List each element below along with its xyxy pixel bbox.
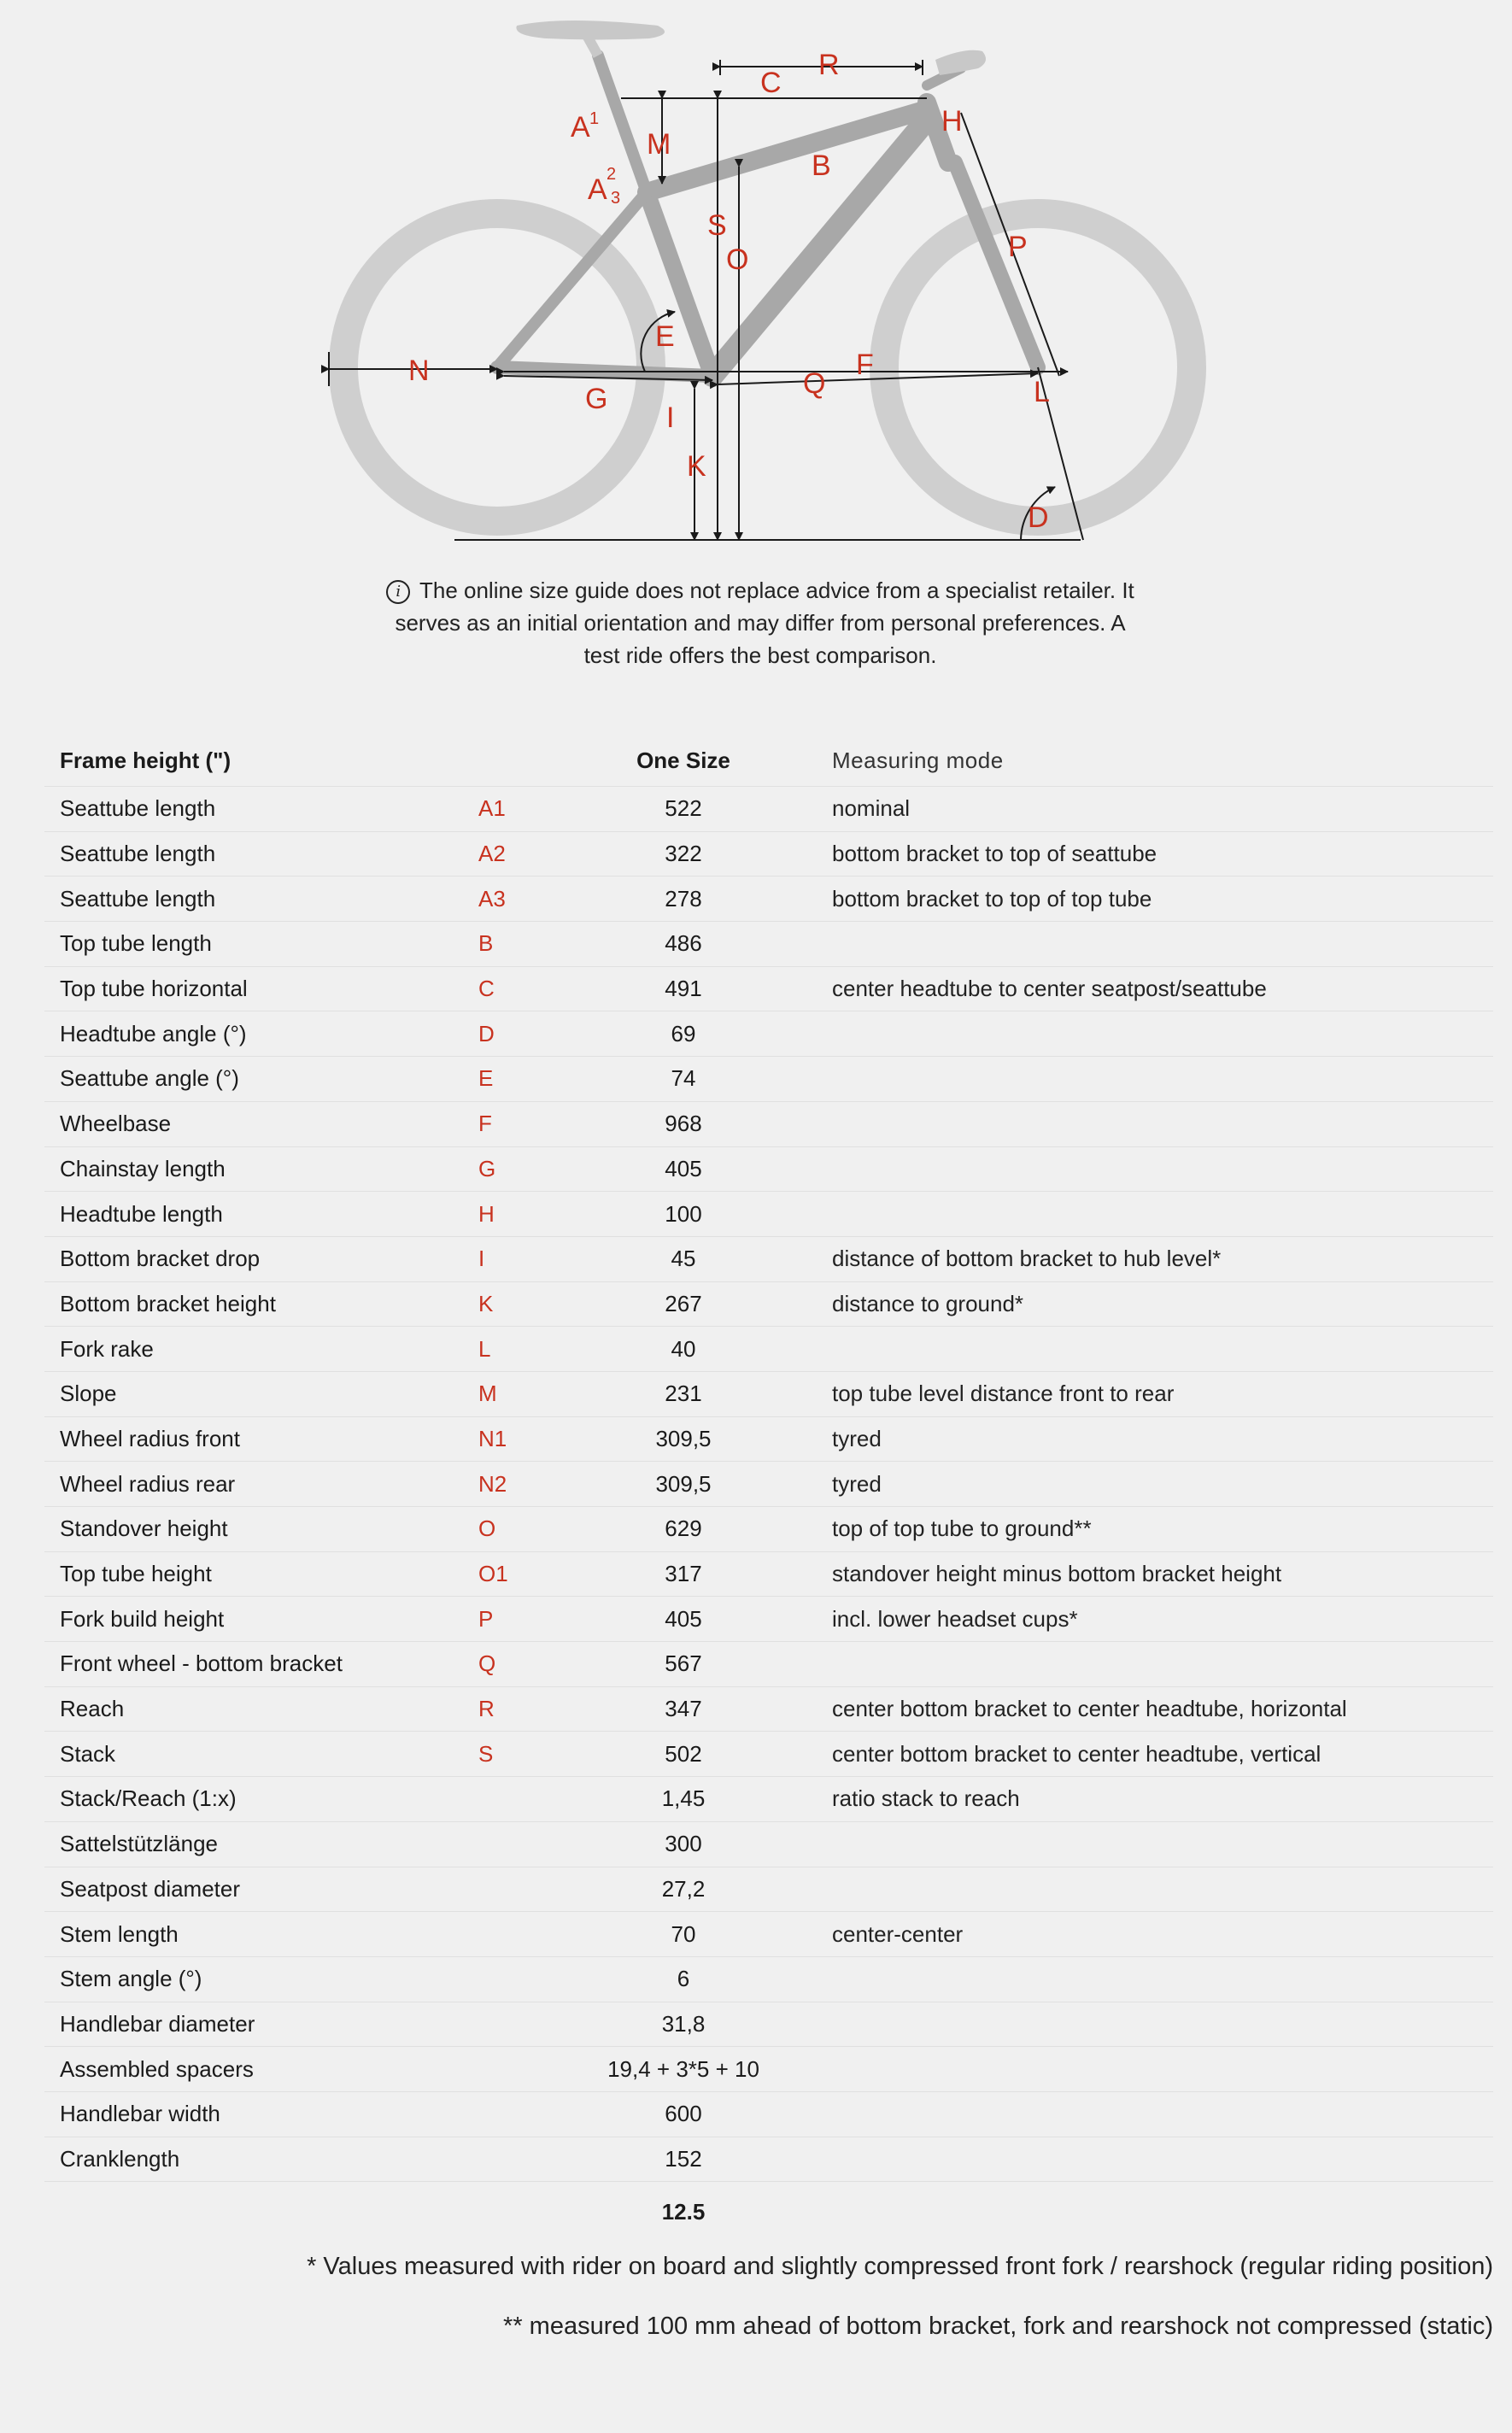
row-code: N2 xyxy=(478,1470,507,1497)
info-icon: i xyxy=(386,580,410,604)
row-mode: incl. lower headset cups* xyxy=(832,1605,1078,1632)
row-code: N1 xyxy=(478,1425,507,1451)
row-code: O xyxy=(478,1515,496,1542)
row-name: Bottom bracket drop xyxy=(60,1246,261,1272)
row-name: Handlebar diameter xyxy=(60,2010,255,2037)
table-row xyxy=(44,1102,1493,1147)
table-row xyxy=(44,2047,1493,2092)
row-value: 405 xyxy=(665,1605,702,1632)
label-a2-sup: 2 xyxy=(607,165,617,184)
label-p: P xyxy=(1008,231,1028,263)
row-value: 231 xyxy=(665,1381,702,1407)
row-value: 522 xyxy=(665,795,702,822)
row-name: Fork build height xyxy=(60,1605,225,1632)
row-name: Top tube height xyxy=(60,1561,212,1587)
label-a3-sub: 3 xyxy=(611,189,621,208)
footnote-double: ** measured 100 mm ahead of bottom bracket, fork and rearshock not compressed (static) xyxy=(503,2313,1493,2340)
label-f: F xyxy=(856,349,874,381)
row-code: L xyxy=(478,1335,491,1362)
row-code: G xyxy=(478,1155,496,1181)
row-name: Seattube length xyxy=(60,885,216,912)
row-name: Sattelstützlänge xyxy=(60,1831,219,1857)
label-a1: A xyxy=(571,111,590,144)
table-row xyxy=(44,2092,1493,2137)
label-a1-sup: 1 xyxy=(589,109,600,128)
table-row xyxy=(44,1327,1493,1372)
table-row xyxy=(44,832,1493,877)
table-header xyxy=(44,735,1493,787)
row-value: 70 xyxy=(671,1920,696,1947)
table-footer xyxy=(44,2182,1493,2242)
row-code: P xyxy=(478,1605,494,1632)
table-row xyxy=(44,2002,1493,2048)
row-value: 6 xyxy=(677,1966,690,1992)
label-c: C xyxy=(760,67,782,99)
row-value: 629 xyxy=(665,1515,702,1542)
row-code: Q xyxy=(478,1650,496,1677)
row-name: Wheel radius front xyxy=(60,1425,240,1451)
row-name: Wheelbase xyxy=(60,1111,172,1137)
row-mode: center bottom bracket to center headtube, horizontal xyxy=(832,1696,1347,1722)
row-mode: nominal xyxy=(832,795,911,822)
row-value: 69 xyxy=(671,1020,696,1046)
row-name: Reach xyxy=(60,1696,125,1722)
label-m: M xyxy=(647,128,671,161)
row-value: 278 xyxy=(665,885,702,912)
row-code: A1 xyxy=(478,795,506,822)
row-code: A3 xyxy=(478,885,506,912)
row-value: 19,4 + 3*5 + 10 xyxy=(607,2055,759,2082)
row-value: 968 xyxy=(665,1111,702,1137)
row-code: O1 xyxy=(478,1561,508,1587)
table-row xyxy=(44,1147,1493,1193)
row-code: S xyxy=(478,1740,494,1767)
table-row xyxy=(44,1687,1493,1732)
row-code: M xyxy=(478,1381,497,1407)
row-mode: distance to ground* xyxy=(832,1290,1024,1316)
row-name: Standover height xyxy=(60,1515,228,1542)
row-name: Seattube length xyxy=(60,841,216,867)
table-row xyxy=(44,1282,1493,1328)
row-value: 300 xyxy=(665,1831,702,1857)
row-value: 1,45 xyxy=(661,1785,706,1812)
size-guide-note xyxy=(376,574,1145,671)
row-name: Stack/Reach (1:x) xyxy=(60,1785,237,1812)
table-row xyxy=(44,1372,1493,1417)
row-code: K xyxy=(478,1290,494,1316)
label-s: S xyxy=(707,209,727,242)
row-value: 152 xyxy=(665,2145,702,2172)
row-value: 74 xyxy=(671,1065,696,1092)
row-code: E xyxy=(478,1065,494,1092)
row-value: 309,5 xyxy=(655,1425,712,1451)
label-k: K xyxy=(687,450,706,483)
table-row xyxy=(44,787,1493,832)
label-e: E xyxy=(655,320,675,353)
table-row xyxy=(44,967,1493,1012)
table-row xyxy=(44,1011,1493,1057)
table-row xyxy=(44,1597,1493,1642)
row-name: Fork rake xyxy=(60,1335,154,1362)
row-value: 100 xyxy=(665,1200,702,1227)
table-row xyxy=(44,1732,1493,1777)
row-mode: standover height minus bottom bracket height xyxy=(832,1561,1282,1587)
row-mode: top of top tube to ground** xyxy=(832,1515,1092,1542)
row-name: Top tube horizontal xyxy=(60,976,248,1002)
row-mode: bottom bracket to top of seattube xyxy=(832,841,1157,867)
row-mode: ratio stack to reach xyxy=(832,1785,1020,1812)
row-value: 309,5 xyxy=(655,1470,712,1497)
footnotes xyxy=(307,2237,1493,2356)
table-row xyxy=(44,2137,1493,2183)
row-name: Front wheel - bottom bracket xyxy=(60,1650,343,1677)
handlebar xyxy=(935,50,986,75)
row-value: 317 xyxy=(665,1561,702,1587)
row-value: 486 xyxy=(665,930,702,957)
row-mode: center-center xyxy=(832,1920,964,1947)
row-code: A2 xyxy=(478,841,506,867)
label-l: L xyxy=(1034,376,1050,408)
row-name: Assembled spacers xyxy=(60,2055,254,2082)
row-code: D xyxy=(478,1020,495,1046)
row-value: 405 xyxy=(665,1155,702,1181)
row-value: 347 xyxy=(665,1696,702,1722)
row-value: 322 xyxy=(665,841,702,867)
table-row xyxy=(44,1642,1493,1687)
row-value: 31,8 xyxy=(661,2010,706,2037)
table-row xyxy=(44,1552,1493,1598)
table-row xyxy=(44,922,1493,967)
row-value: 491 xyxy=(665,976,702,1002)
label-b: B xyxy=(812,149,831,182)
row-mode: tyred xyxy=(832,1470,882,1497)
row-name: Seattube length xyxy=(60,795,216,822)
header-measuring-mode: Measuring mode xyxy=(832,747,1004,773)
row-name: Bottom bracket height xyxy=(60,1290,276,1316)
table-row xyxy=(44,1237,1493,1282)
table-row xyxy=(44,1822,1493,1867)
diagram-labels xyxy=(408,49,1050,534)
row-name: Stack xyxy=(60,1740,116,1767)
note-text: The online size guide does not replace advice from a specialist retailer. It serves as an initial orientation and may differ from personal preferences. A test ride offers the best comparison. xyxy=(395,577,1134,668)
row-name: Seattube angle (°) xyxy=(60,1065,239,1092)
table-body xyxy=(44,787,1493,2182)
footnote-single: * Values measured with rider on board and slightly compressed front fork / rearshock (regular riding position) xyxy=(307,2253,1493,2280)
row-name: Seatpost diameter xyxy=(60,1875,241,1902)
footer-value: 12.5 xyxy=(661,2198,706,2225)
row-name: Stem angle (°) xyxy=(60,1966,202,1992)
label-g: G xyxy=(585,383,608,415)
table-row xyxy=(44,1192,1493,1237)
row-code: H xyxy=(478,1200,495,1227)
row-name: Top tube length xyxy=(60,930,212,957)
header-frame-height: Frame height (") xyxy=(60,747,231,773)
row-value: 27,2 xyxy=(661,1875,706,1902)
header-one-size: One Size xyxy=(636,747,730,773)
row-name: Headtube angle (°) xyxy=(60,1020,247,1046)
row-mode: tyred xyxy=(832,1425,882,1451)
row-value: 40 xyxy=(671,1335,696,1362)
bike-frame xyxy=(497,56,1038,376)
row-name: Headtube length xyxy=(60,1200,223,1227)
label-i: I xyxy=(666,402,675,434)
label-a23: A xyxy=(588,173,607,206)
row-name: Stem length xyxy=(60,1920,179,1947)
table-row xyxy=(44,1462,1493,1507)
table-row xyxy=(44,1867,1493,1913)
table-row xyxy=(44,1912,1493,1957)
table-row xyxy=(44,1957,1493,2002)
row-code: R xyxy=(478,1696,495,1722)
table-row xyxy=(44,1057,1493,1102)
table-row xyxy=(44,1507,1493,1552)
label-n: N xyxy=(408,355,430,387)
row-value: 600 xyxy=(665,2101,702,2127)
row-name: Handlebar width xyxy=(60,2101,220,2127)
row-mode: center bottom bracket to center headtube, vertical xyxy=(832,1740,1322,1767)
label-h: H xyxy=(941,105,963,138)
row-mode: distance of bottom bracket to hub level* xyxy=(832,1246,1222,1272)
row-code: F xyxy=(478,1111,492,1137)
label-d: D xyxy=(1028,501,1049,534)
row-value: 502 xyxy=(665,1740,702,1767)
row-value: 45 xyxy=(671,1246,696,1272)
row-name: Wheel radius rear xyxy=(60,1470,236,1497)
table-row xyxy=(44,1417,1493,1463)
label-r: R xyxy=(818,49,840,81)
row-name: Chainstay length xyxy=(60,1155,226,1181)
bike-geometry-diagram xyxy=(0,0,1512,564)
table-row xyxy=(44,1777,1493,1822)
row-value: 567 xyxy=(665,1650,702,1677)
row-name: Cranklength xyxy=(60,2145,180,2172)
label-q: Q xyxy=(803,367,826,400)
row-mode: top tube level distance front to rear xyxy=(832,1381,1175,1407)
row-mode: center headtube to center seatpost/seattube xyxy=(832,976,1267,1002)
label-o: O xyxy=(726,243,749,276)
table-row xyxy=(44,876,1493,922)
row-value: 267 xyxy=(665,1290,702,1316)
row-mode: bottom bracket to top of top tube xyxy=(832,885,1152,912)
row-code: I xyxy=(478,1246,485,1272)
row-code: C xyxy=(478,976,495,1002)
row-name: Slope xyxy=(60,1381,117,1407)
row-code: B xyxy=(478,930,494,957)
geometry-table xyxy=(44,735,1493,2242)
